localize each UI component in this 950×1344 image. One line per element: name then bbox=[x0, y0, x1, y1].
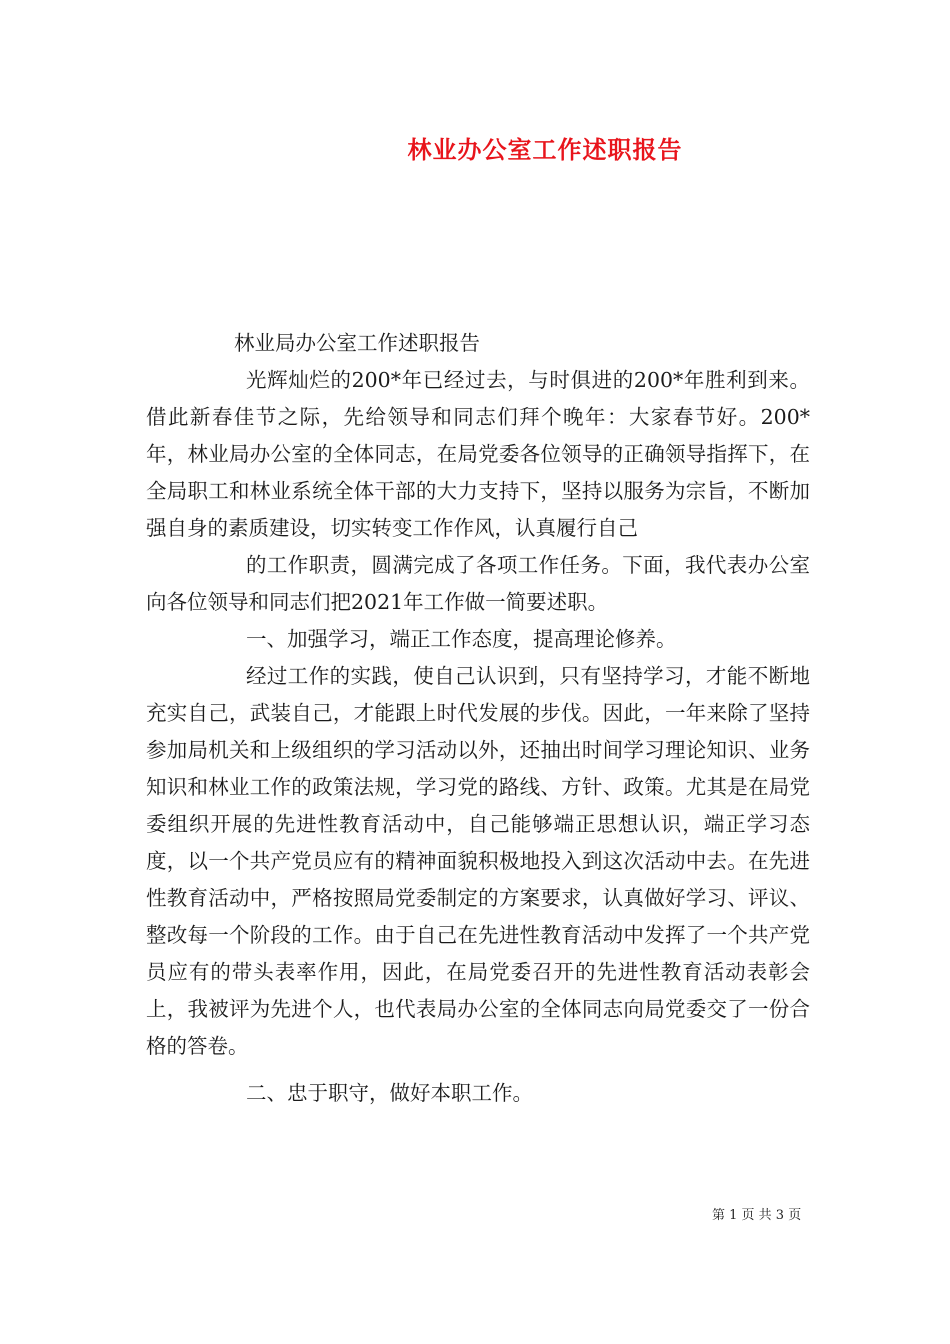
page-number: 第 1 页 共 3 页 bbox=[712, 1208, 802, 1223]
paragraph-duties: 的工作职责，圆满完成了各项工作任务。下面，我代表办公室向各位领导和同志们把2021年工作做一简要述职。 bbox=[146, 553, 810, 614]
section-heading-1: 一、加强学习，端正工作态度，提高理论修养。 bbox=[246, 627, 677, 651]
section-heading-2: 二、忠于职守，做好本职工作。 bbox=[246, 1081, 533, 1105]
document-body bbox=[146, 325, 810, 1112]
paragraph-study: 经过工作的实践，使自己认识到，只有坚持学习，才能不断地充实自己，武装自己，才能跟上时代发展的步伐。因此，一年来除了坚持参加局机关和上级组织的学习活动以外，还抽出时间学习理论知识、业务知识和林业工作的政策法规，学习党的路线、方针、政策。尤其是在局党委组织开展的先进性教育活动中，自己能够端正思想认识，端正学习态度，以一个共产党员应有的精神面貌积极地投入到这次活动中去。在先进性教育活动中，严格按照局党委制定的方案要求，认真做好学习、评议、整改每一个阶段的工作。由于自己在先进性教育活动中发挥了一个共产党员应有的带头表率作用，因此，在局党委召开的先进性教育活动表彰会上，我被评为先进个人，也代表局办公室的全体同志向局党委交了一份合格的答卷。 bbox=[146, 664, 810, 1058]
document-subtitle: 林业局办公室工作述职报告 bbox=[234, 331, 480, 355]
paragraph-intro: 光辉灿烂的200*年已经过去，与时俱进的200*年胜利到来。借此新春佳节之际，先给领导和同志们拜个晚年：大家春节好。200*年，林业局办公室的全体同志，在局党委各位领导的正确领导指挥下，在全局职工和林业系统全体干部的大力支持下，坚持以服务为宗旨，不断加强自身的素质建设，切实转变工作作风，认真履行自己 bbox=[146, 368, 810, 540]
document-title: 林业办公室工作述职报告 bbox=[407, 135, 683, 164]
